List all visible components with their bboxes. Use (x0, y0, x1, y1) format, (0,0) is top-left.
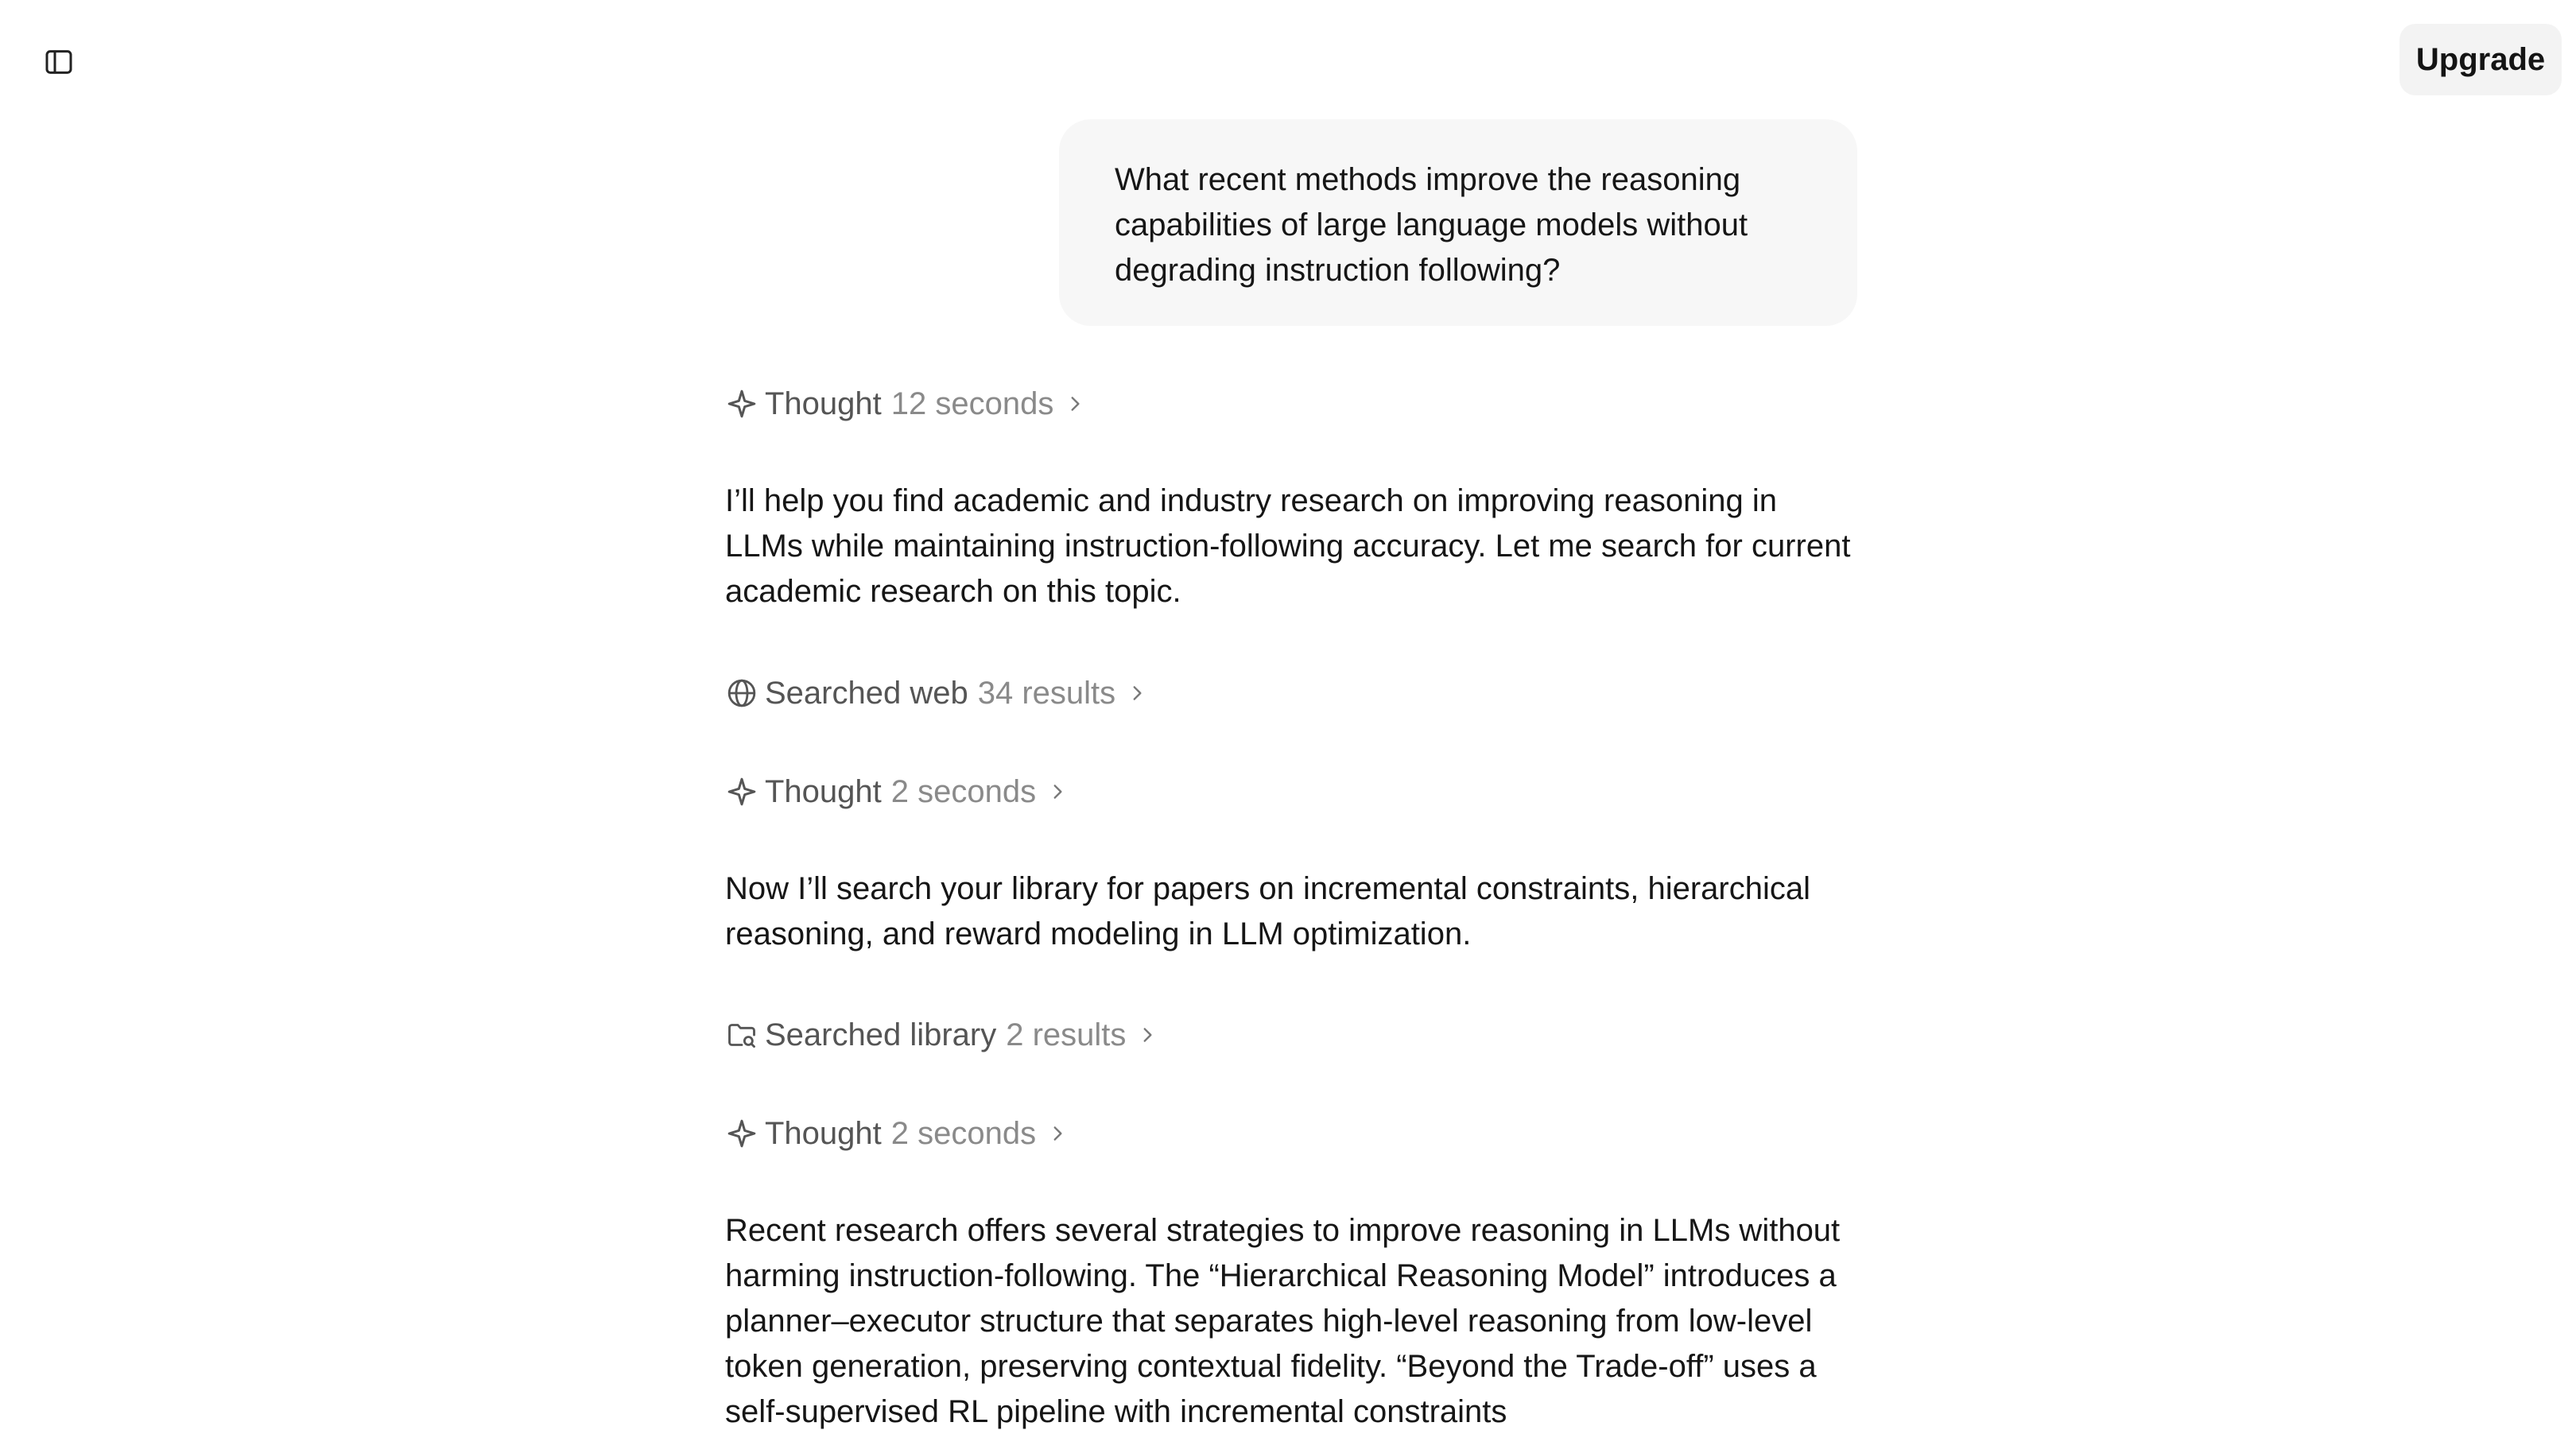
upgrade-button[interactable]: Upgrade (2399, 24, 2562, 95)
assistant-response-2: Now I’ll search your library for papers on incremental constraints, hierarchical reasoning, and reward modeling in LLM optimization. (725, 871, 1810, 951)
sparkle-icon (725, 775, 758, 808)
chevron-right-icon (1047, 1122, 1071, 1145)
step-label: Thought (765, 386, 882, 421)
sidebar-panel-icon (43, 46, 75, 82)
searched-web-step[interactable] (725, 669, 1150, 717)
thought-step-1[interactable] (725, 380, 1088, 428)
step-label: Thought (765, 1115, 882, 1151)
folder-search-icon (725, 1018, 758, 1052)
step-detail: 2 seconds (890, 773, 1037, 809)
step-detail: 12 seconds (890, 386, 1054, 421)
user-message-text: What recent methods improve the reasoning capabilities of large language models without degrading instruction following? (1115, 162, 1748, 288)
searched-library-step[interactable] (725, 1011, 1161, 1059)
chevron-right-icon (1065, 392, 1088, 416)
step-label: Searched library (765, 1017, 997, 1052)
thought-step-2[interactable] (725, 768, 1071, 816)
globe-icon (725, 676, 758, 710)
sidebar-toggle-button[interactable] (35, 40, 83, 87)
chevron-right-icon (1127, 681, 1150, 705)
step-detail: 34 results (977, 675, 1116, 711)
step-detail: 2 results (1006, 1017, 1127, 1052)
sparkle-icon (725, 1117, 758, 1150)
step-label: Thought (765, 773, 882, 809)
assistant-response-3: Recent research offers several strategies to improve reasoning in LLMs without harming instruction-following. The “Hierarchical Reasoning Model” introduces a planner–executor structure that separates high-level reasoning from low-level token generation, preserving contextual fidelity. “Beyond the Trade-off” uses a self-supervised RL pipeline with incremental constraints (725, 1213, 1841, 1429)
chevron-right-icon (1137, 1023, 1161, 1047)
chevron-right-icon (1047, 780, 1071, 804)
step-label: Searched web (765, 675, 968, 711)
thought-step-3[interactable] (725, 1110, 1071, 1157)
sparkle-icon (725, 387, 758, 420)
assistant-response-1: I’ll help you find academic and industry research on improving reasoning in LLMs while maintaining instruction-following accuracy. Let me search for current academic research on this topic. (725, 483, 1851, 609)
user-message-bubble (1059, 119, 1857, 326)
step-detail: 2 seconds (890, 1115, 1037, 1151)
